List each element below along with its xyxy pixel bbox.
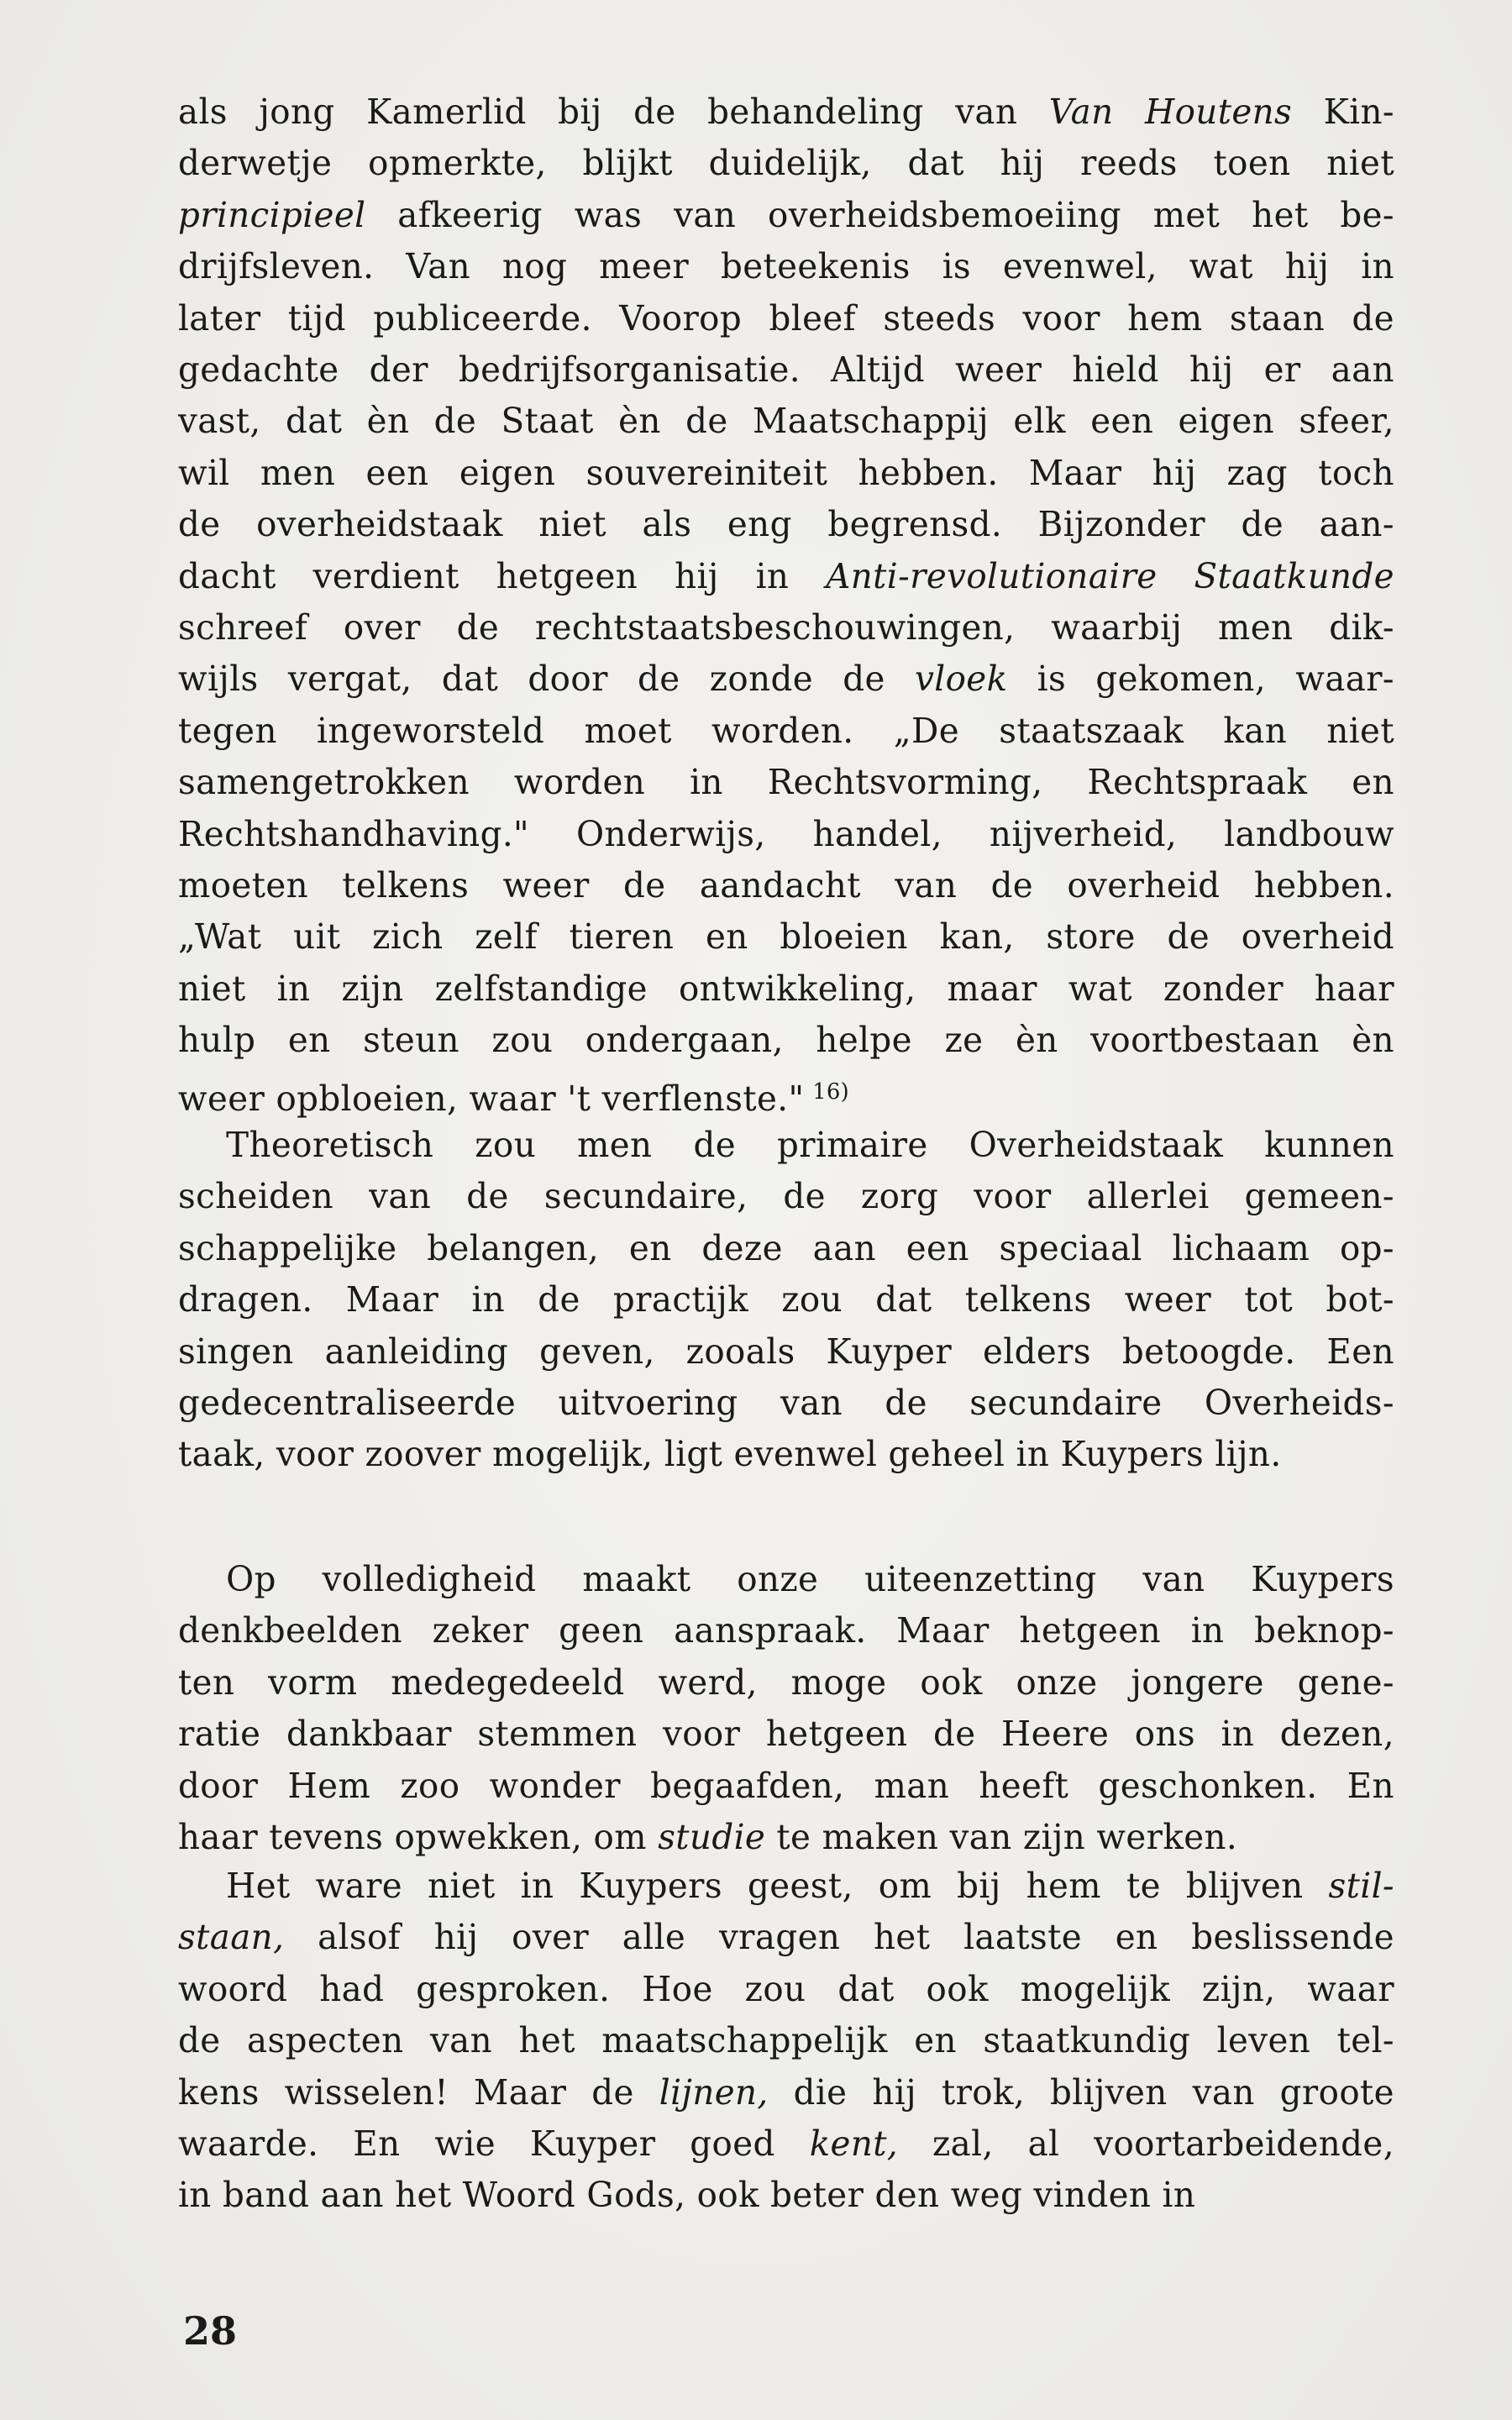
text-run: de aspecten van het maatschappelijk en staatkundig leven tel-: [178, 2020, 1394, 2061]
text-run: weer opbloeien, waar 't verflenste.": [178, 1078, 805, 1119]
text-line: [178, 1605, 1394, 1656]
text-run: als jong Kamerlid bij de behandeling van: [178, 92, 1049, 132]
text-run: Theoretisch zou men de primaire Overheidstaak kunnen: [226, 1125, 1394, 1165]
text-run: gedecentraliseerde uitvoering van de secundaire Overheids-: [178, 1383, 1394, 1423]
text-line: [178, 87, 1394, 137]
italic-text: lijnen,: [659, 2071, 769, 2113]
text-run: dragen. Maar in de practijk zou dat telkens weer tot bot-: [178, 1279, 1394, 1320]
text-run: gedachte der bedrijfsorganisatie. Altijd weer hield hij er aan: [178, 349, 1394, 390]
text-line: [178, 344, 1394, 395]
text-line: [178, 1120, 1394, 1170]
text-line: [178, 2118, 1394, 2169]
text-run: kens wisselen! Maar de: [178, 2071, 659, 2113]
text-line: [178, 1326, 1394, 1377]
italic-text: Anti-revolutionaire Staatkunde: [826, 555, 1394, 596]
text-line: [178, 963, 1394, 1014]
text-run: „Wat uit zich zelf tieren en bloeien kan, store de overheid: [178, 916, 1394, 958]
text-line: [178, 1761, 1394, 1811]
text-line: [178, 860, 1394, 911]
text-run: derwetje opmerkte, blijkt duidelijk, dat hij reeds toen niet: [178, 143, 1394, 184]
text-line: [178, 1912, 1394, 1962]
text-line: [178, 1223, 1394, 1273]
text-run: is gekomen, waar-: [1007, 659, 1394, 700]
text-run: wijls vergat, dat door de zonde de: [178, 659, 916, 700]
italic-text: studie: [658, 1817, 766, 1857]
text-line: [178, 911, 1394, 962]
text-run: dacht verdient hetgeen hij in: [178, 555, 827, 596]
text-line: [178, 2067, 1394, 2118]
text-run: scheiden van de secundaire, de zorg voor allerlei gemeen-: [178, 1176, 1394, 1217]
text-run: die hij trok, blijven van groote: [768, 2071, 1394, 2113]
text-line: [178, 293, 1394, 344]
text-line: [178, 1378, 1394, 1428]
text-line: [178, 499, 1394, 549]
text-run: denkbeelden zeker geen aanspraak. Maar hetgeen in beknop-: [178, 1610, 1394, 1651]
text-run: Het ware niet in Kuypers geest, om bij hem te blijven: [226, 1866, 1329, 1906]
text-run: door Hem zoo wonder begaafden, man heeft geschonken. En: [178, 1765, 1394, 1806]
text-run: hulp en steun zou ondergaan, helpe ze èn voortbestaan èn: [178, 1020, 1394, 1061]
text-line: [178, 448, 1394, 498]
text-run: in band aan het Woord Gods, ook beter den weg vinden in: [178, 2175, 1196, 2216]
text-run: tegen ingeworsteld moet worden. „De staatszaak kan niet: [178, 710, 1394, 751]
text-run: Op volledigheid maakt onze uiteenzetting van Kuypers: [226, 1559, 1394, 1599]
text-run: taak, voor zoover mogelijk, ligt evenwel geheel in Kuypers lijn.: [178, 1434, 1282, 1475]
text-run: woord had gesproken. Hoe zou dat ook mogelijk zijn, waar: [178, 1968, 1394, 2009]
text-line: [178, 1015, 1394, 1065]
text-line: [178, 809, 1394, 859]
text-run: alsof hij over alle vragen het laatste en beslissende: [284, 1917, 1394, 1958]
text-line: [178, 1709, 1394, 1759]
text-run: later tijd publiceerde. Voorop bleef steeds voor hem staan de: [178, 297, 1394, 339]
text-run: schreef over de rechtstaatsbeschouwingen, waarbij men dik-: [178, 607, 1394, 648]
text-run: haar tevens opwekken, om: [178, 1817, 659, 1857]
page-number: 28: [183, 2308, 238, 2354]
text-run: waarde. En wie Kuyper goed: [178, 2123, 810, 2164]
italic-text: Van Houtens: [1048, 92, 1293, 132]
text-run: ratie dankbaar stemmen voor hetgeen de Heere ons in dezen,: [178, 1714, 1394, 1755]
text-run: singen aanleiding geven, zooals Kuyper elders betoogde. Een: [178, 1331, 1394, 1372]
italic-text: staan,: [178, 1917, 285, 1958]
text-run: moeten telkens weer de aandacht van de overheid hebben.: [178, 865, 1394, 906]
text-line: [178, 1171, 1394, 1221]
text-line: [178, 1657, 1394, 1708]
text-run: te maken van zijn werken.: [765, 1817, 1238, 1857]
text-line: [178, 757, 1394, 807]
italic-text: kent,: [809, 2123, 899, 2164]
italic-text: vloek: [915, 659, 1008, 700]
text-run: schappelijke belangen, en deze aan een speciaal lichaam op-: [178, 1227, 1394, 1268]
text-run: Rechtshandhaving." Onderwijs, handel, nijverheid, landbouw: [178, 813, 1394, 854]
text-run: wil men een eigen souvereiniteit hebben. Maar hij zag toch: [178, 452, 1394, 493]
text-run: zal, al voortarbeidende,: [898, 2123, 1394, 2164]
text-line: [178, 551, 1394, 601]
text-line: [178, 396, 1394, 446]
text-line: [178, 138, 1394, 188]
text-run: afkeerig was van overheidsbemoeiing met het be-: [365, 194, 1394, 235]
italic-text: principieel: [178, 194, 366, 235]
text-run: ten vorm medegedeeld werd, moge ook onze jongere gene-: [178, 1661, 1394, 1703]
text-run: vast, dat èn de Staat èn de Maatschappij elk een eigen sfeer,: [178, 401, 1394, 442]
italic-text: stil-: [1328, 1866, 1394, 1906]
text-run: niet in zijn zelfstandige ontwikkeling, maar wat zonder haar: [178, 968, 1394, 1009]
text-line: [178, 2015, 1394, 2066]
text-line: [178, 2170, 1394, 2220]
text-line: [178, 602, 1394, 653]
text-line: [178, 190, 1394, 240]
text-line: [178, 241, 1394, 291]
text-run: de overheidstaak niet als eng begrensd. Bijzonder de aan-: [178, 504, 1394, 545]
text-line: [178, 1812, 1394, 1862]
text-line: [178, 1861, 1394, 1911]
text-run: samengetrokken worden in Rechtsvorming, Rechtspraak en: [178, 762, 1394, 803]
text-run: Kin-: [1292, 92, 1394, 132]
text-run: drijfsleven. Van nog meer beteekenis is evenwel, wat hij in: [178, 246, 1394, 287]
text-line: [178, 1067, 1394, 1117]
text-line: [178, 654, 1394, 704]
text-line: [178, 1429, 1394, 1479]
text-line: [178, 706, 1394, 756]
text-line: [178, 1554, 1394, 1604]
text-line: [178, 1274, 1394, 1325]
footnote-ref: 16): [812, 1079, 850, 1105]
text-line: [178, 1964, 1394, 2014]
